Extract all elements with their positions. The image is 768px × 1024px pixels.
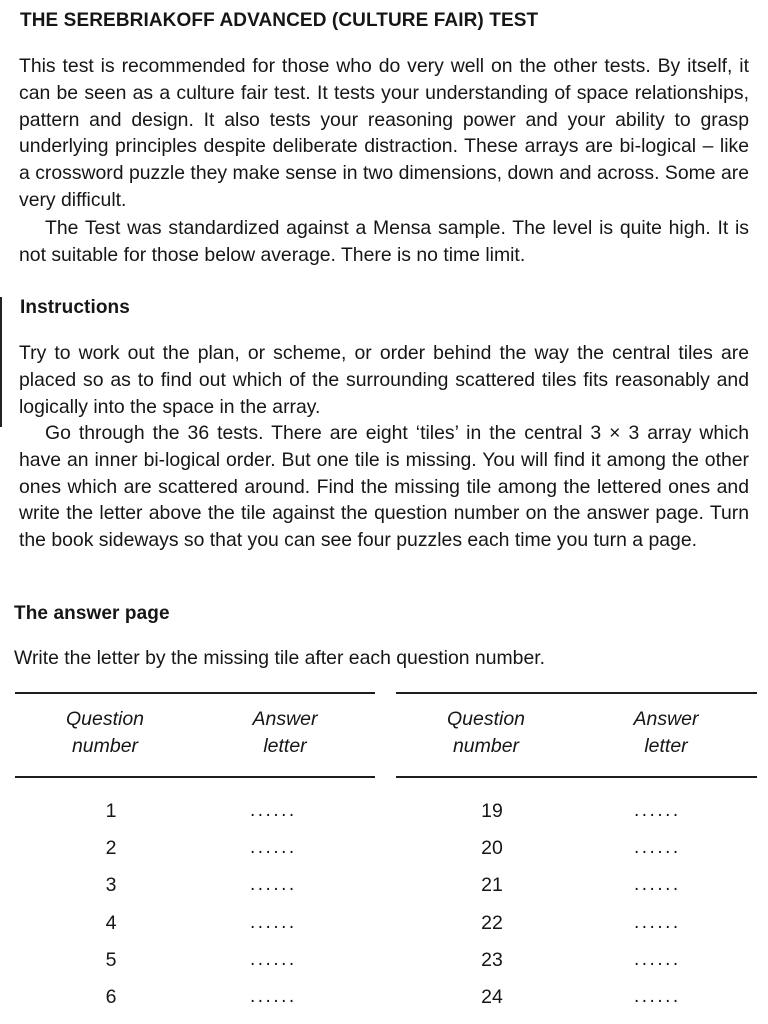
answer-page-note: Write the letter by the missing tile after each question number.: [14, 647, 545, 669]
table-header-rule: [396, 776, 757, 778]
question-number: 20: [481, 837, 503, 860]
question-number: 23: [481, 948, 503, 971]
document-title: THE SEREBRIAKOFF ADVANCED (CULTURE FAIR) TEST: [20, 10, 539, 31]
answer-row: [396, 949, 757, 986]
answer-letter-header: [586, 706, 746, 760]
question-number-header: [25, 706, 185, 760]
question-number: 1: [105, 800, 117, 822]
answer-letter-header: [205, 706, 365, 760]
question-number: 4: [105, 911, 117, 934]
instructions-paragraph-1: Try to work out the plan, or scheme, or order behind the way the central tiles are placed so as to find out which of the surrounding scattered tiles fits reasonably and logically into the space in the array.: [19, 342, 749, 418]
answer-row: [396, 986, 757, 1023]
answer-blank[interactable]: ......: [634, 874, 681, 896]
answer-blank[interactable]: ......: [634, 986, 681, 1007]
answer-row: [15, 949, 375, 986]
table-top-rule: [396, 692, 757, 694]
header-line: Question: [446, 708, 526, 730]
header-line: Answer: [633, 708, 699, 730]
question-number: 3: [105, 874, 117, 897]
answer-row: [396, 912, 757, 949]
answer-blank[interactable]: ......: [634, 911, 681, 933]
question-number: 5: [105, 948, 117, 971]
instructions-heading: Instructions: [20, 297, 130, 318]
answer-blank[interactable]: ......: [250, 874, 297, 896]
answer-row: [15, 912, 375, 949]
table-top-rule: [15, 692, 375, 694]
question-number: 24: [481, 986, 503, 1008]
header-line: letter: [263, 735, 307, 757]
question-number: 2: [105, 837, 117, 860]
answer-blank[interactable]: ......: [634, 837, 681, 859]
answer-row: [396, 800, 757, 837]
answer-blank[interactable]: ......: [250, 948, 297, 970]
answer-row: [15, 986, 375, 1023]
header-line: number: [452, 735, 520, 757]
answer-blank[interactable]: ......: [250, 800, 297, 821]
answer-row: [396, 874, 757, 911]
intro-paragraph-2: The Test was standardized against a Mensa sample. The level is quite high. It is not suitable for those below average. There is no time limit.: [19, 217, 749, 266]
answer-row: [396, 837, 757, 874]
answer-blank[interactable]: ......: [250, 837, 297, 859]
question-number: 22: [481, 911, 503, 934]
question-number-header: [406, 706, 566, 760]
header-line: Answer: [252, 708, 318, 730]
answer-blank[interactable]: ......: [634, 800, 681, 821]
answer-blank[interactable]: ......: [634, 948, 681, 970]
answer-row: [15, 800, 375, 837]
answer-row: [15, 837, 375, 874]
intro-paragraph-1: This test is recommended for those who do very well on the other tests. By itself, it can be seen as a culture fair test. It tests your understanding of space relationships, pattern and design. It also tests your reasoning power and your ability to grasp underlying principles despite deliberate distraction. These arrays are bi-logical – like a crossword puzzle they make sense in two dimensions, down and across. Some are very difficult.: [19, 55, 749, 211]
question-number: 19: [481, 800, 503, 822]
answer-blank[interactable]: ......: [250, 986, 297, 1007]
margin-bar: [0, 297, 2, 427]
instructions-paragraph-2: Go through the 36 tests. There are eight ‘tiles’ in the central 3 × 3 array which have an inner bi-logical order. But one tile is missing. You will find it among the other ones which are scattered around. Find the missing tile among the lettered ones and write the letter above the tile against the question number on the answer page. Turn the book sideways so that you can see four puzzles each time you turn a page.: [19, 422, 749, 552]
header-line: number: [71, 735, 139, 757]
question-number: 6: [105, 986, 117, 1008]
answer-row: [15, 874, 375, 911]
answer-blank[interactable]: ......: [250, 911, 297, 933]
answer-page-heading: The answer page: [14, 603, 170, 624]
question-number: 21: [481, 874, 503, 897]
table-header-rule: [15, 776, 375, 778]
header-line: letter: [644, 735, 688, 757]
header-line: Question: [65, 708, 145, 730]
